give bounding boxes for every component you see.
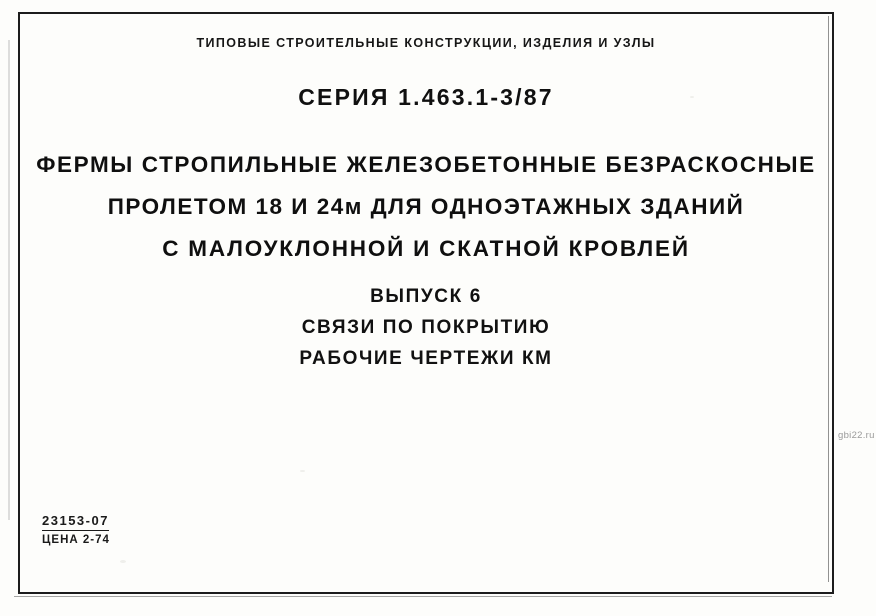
site-watermark: gbi22.ru: [838, 430, 875, 441]
series-number: СЕРИЯ 1.463.1-3/87: [298, 84, 554, 110]
document-title-block: [20, 152, 832, 278]
page-content: [20, 14, 832, 592]
title-line-3: С МАЛОУКЛОННОЙ И СКАТНОЙ КРОВЛЕЙ: [162, 236, 690, 261]
issue-subject: СВЯЗИ ПО ПОКРЫТИЮ: [301, 317, 551, 338]
catalog-block: [42, 512, 110, 546]
catalog-number: 23153-07: [42, 513, 109, 531]
issue-block: [20, 286, 832, 379]
scan-edge-artifact-left: [8, 40, 10, 520]
page-border-frame: [18, 12, 834, 594]
title-line-2: ПРОЛЕТОМ 18 И 24м ДЛЯ ОДНОЭТАЖНЫХ ЗДАНИЙ: [107, 194, 745, 219]
title-line-1: ФЕРМЫ СТРОПИЛЬНЫЕ ЖЕЛЕЗОБЕТОННЫЕ БЕЗРАСКОСНЫЕ: [36, 152, 816, 177]
document-category-heading: ТИПОВЫЕ СТРОИТЕЛЬНЫЕ КОНСТРУКЦИИ, ИЗДЕЛИЯ И УЗЛЫ: [196, 36, 656, 50]
price-label: ЦЕНА 2-74: [42, 534, 110, 546]
paper-speck: [120, 560, 126, 563]
issue-drawing-type: РАБОЧИЕ ЧЕРТЕЖИ КМ: [299, 348, 553, 369]
scan-edge-artifact-right: [828, 16, 829, 582]
scan-edge-artifact-bottom: [14, 596, 832, 597]
issue-number: ВЫПУСК 6: [370, 286, 482, 307]
paper-speck: [690, 96, 694, 98]
paper-speck: [300, 470, 305, 472]
